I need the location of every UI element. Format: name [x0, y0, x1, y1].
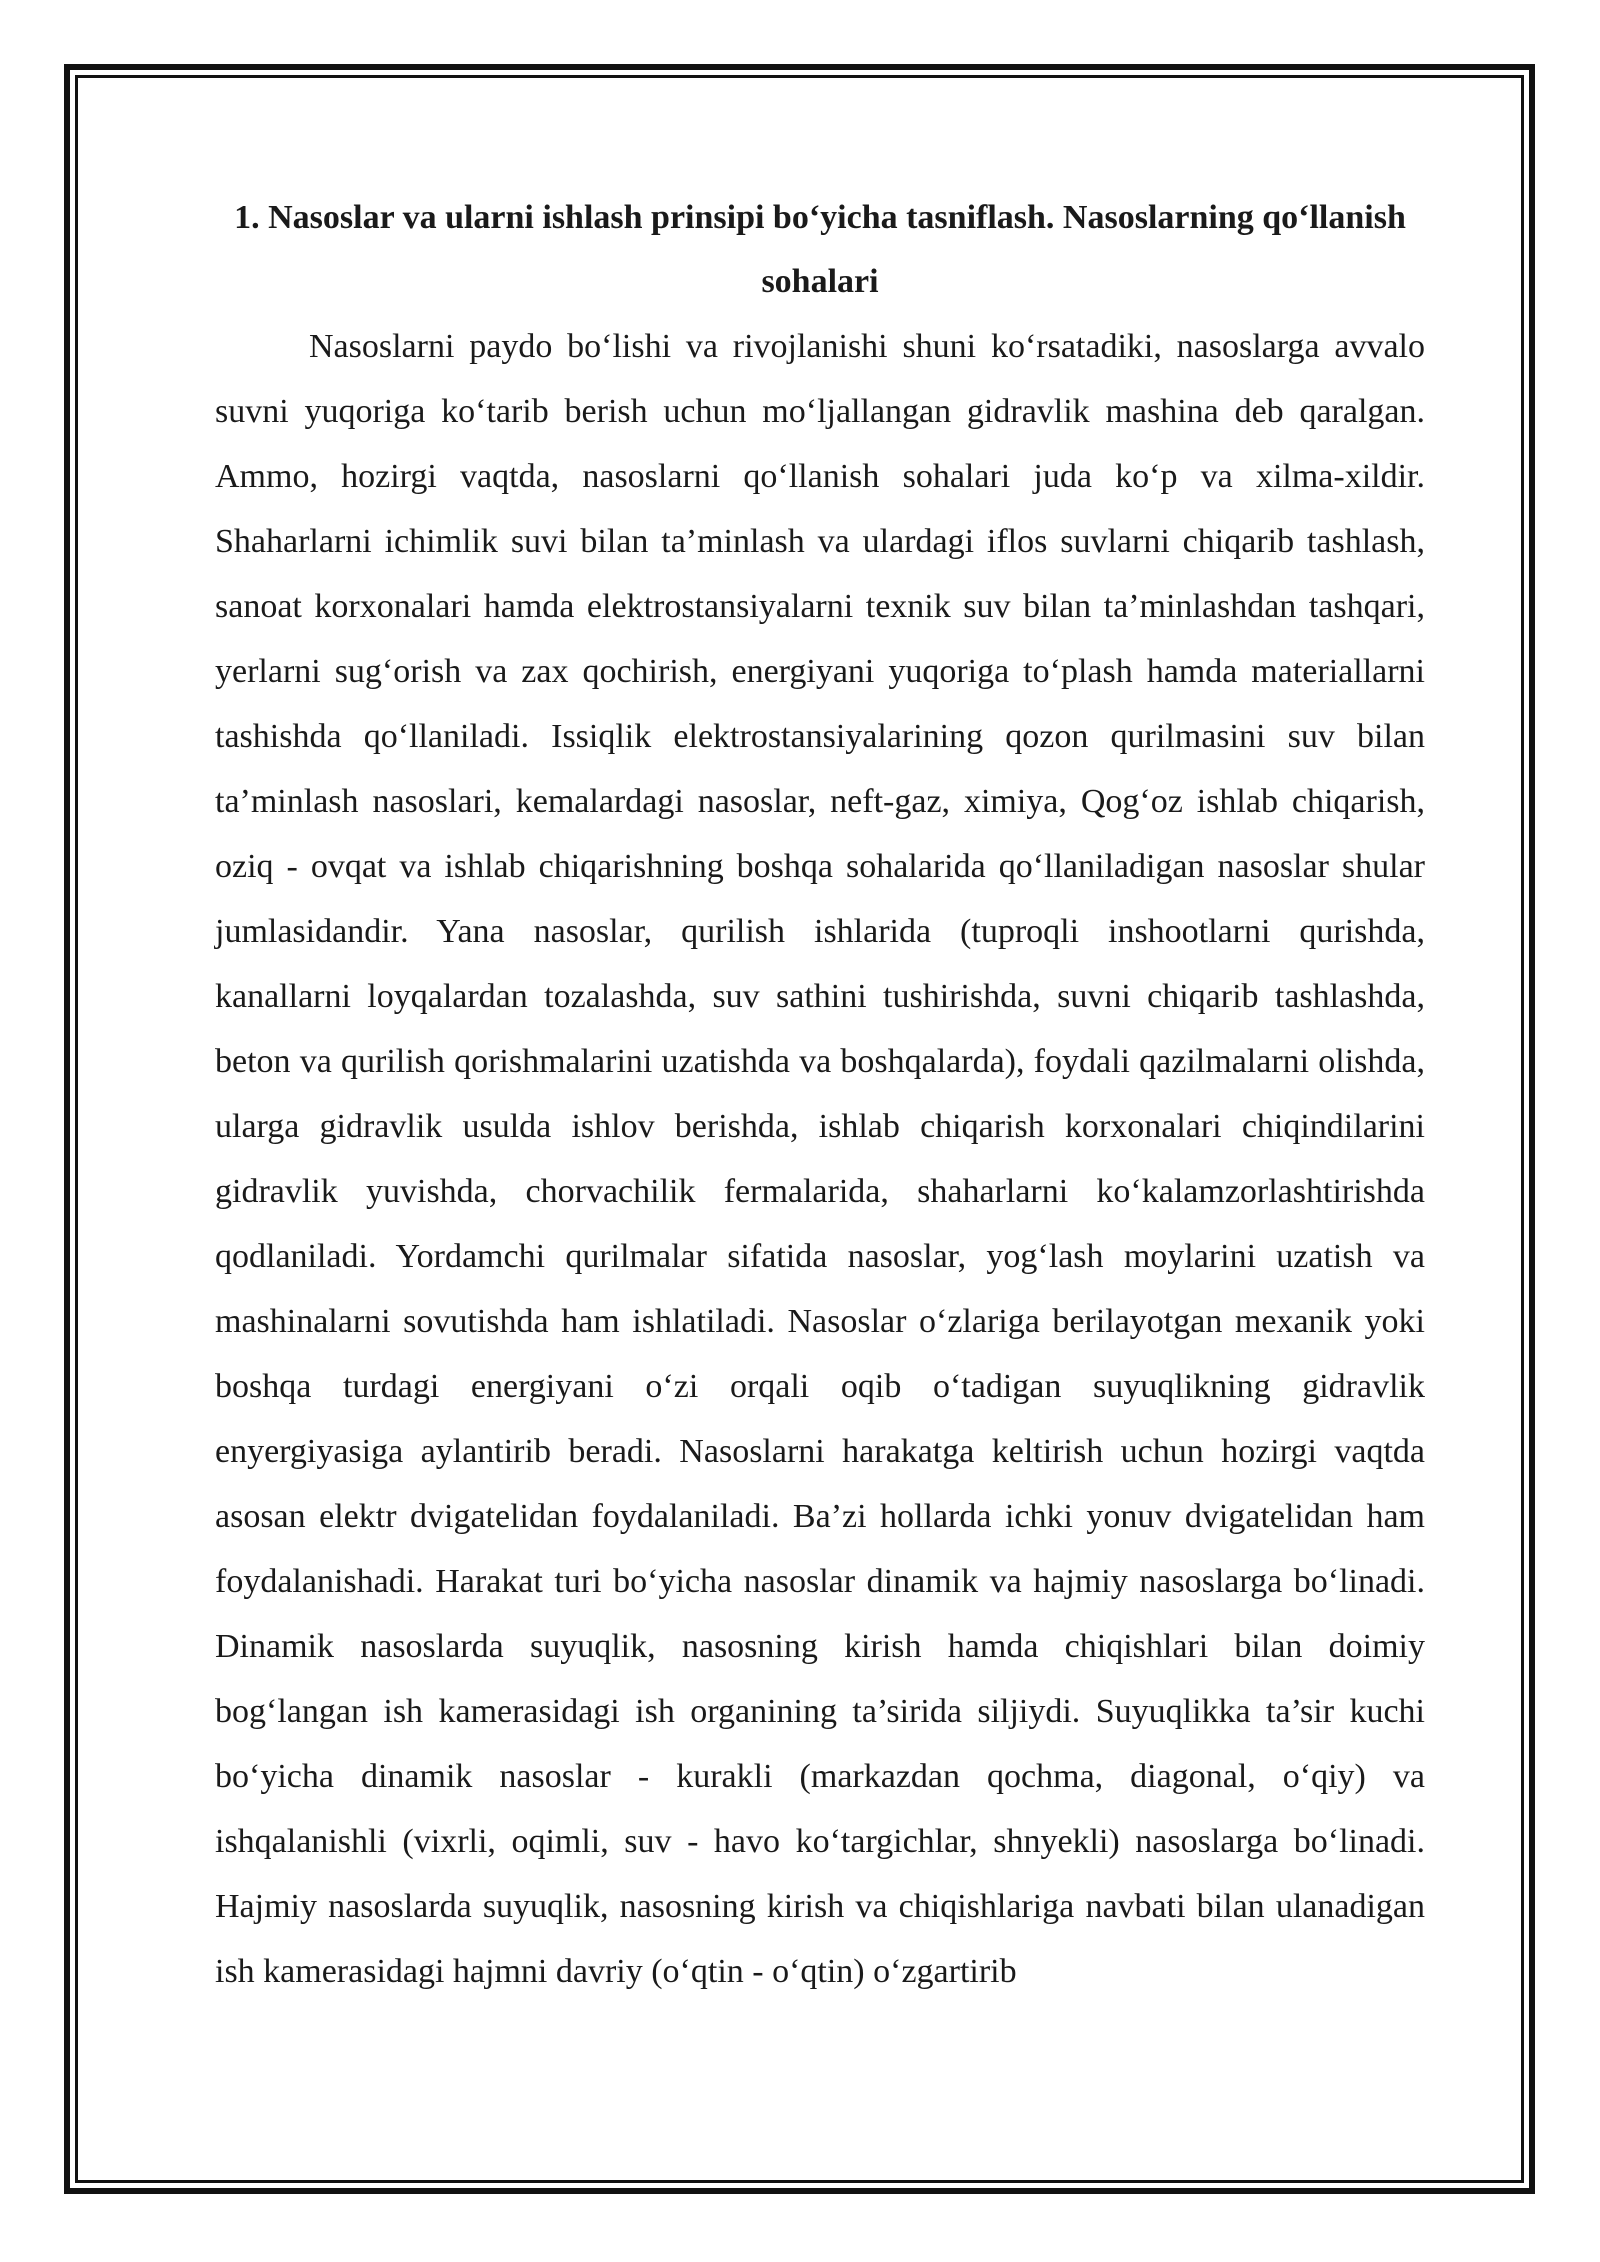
page-content: [215, 186, 1425, 2004]
document-title: 1. Nasoslar va ularni ishlash prinsipi bo‘yicha tasniflash. Nasoslarning qo‘llanish sohalari: [234, 199, 1406, 300]
body-paragraph: Nasoslarni paydo bo‘lishi va rivojlanishi shuni ko‘rsatadiki, nasoslarga avvalo suvni yuqoriga ko‘tarib berish uchun mo‘ljallangan gidravlik mashina deb qaralgan. Ammo, hozirgi vaqtda, nasoslarni qo‘llanish sohalari juda ko‘p va xilma-xildir. Shaharlarni ichimlik suvi bilan ta’minlash va ulardagi iflos suvlarni chiqarib tashlash, sanoat korxonalari hamda elektrostansiyalarni texnik suv bilan ta’minlashdan tashqari, yerlarni sug‘orish va zax qochirish, energiyani yuqoriga to‘plash hamda materiallarni tashishda qo‘llaniladi. Issiqlik elektrostansiyalarining qozon qurilmasini suv bilan ta’minlash nasoslari, kemalardagi nasoslar, neft-gaz, ximiya, Qog‘oz ishlab chiqarish, oziq - ovqat va ishlab chiqarishning boshqa sohalarida qo‘llaniladigan nasoslar shular jumlasidandir. Yana nasoslar, qurilish ishlarida (tuproqli inshootlarni qurishda, kanallarni loyqalardan tozalashda, suv sathini tushirishda, suvni chiqarib tashlashda, beton va qurilish qorishmalarini uzatishda va boshqalarda), foydali qazilmalarni olishda, ularga gidravlik usulda ishlov berishda, ishlab chiqarish korxonalari chiqindilarini gidravlik yuvishda, chorvachilik fermalarida, shaharlarni ko‘kalamzorlashtirishda qodlaniladi. Yordamchi qurilmalar sifatida nasoslar, yog‘lash moylarini uzatish va mashinalarni sovutishda ham ishlatiladi. Nasoslar o‘zlariga berilayotgan mexanik yoki boshqa turdagi energiyani o‘zi orqali oqib o‘tadigan suyuqlikning gidravlik enyergiyasiga aylantirib beradi. Nasoslarni harakatga keltirish uchun hozirgi vaqtda asosan elektr dvigatelidan foydalaniladi. Ba’zi hollarda ichki yonuv dvigatelidan ham foydalanishadi. Harakat turi bo‘yicha nasoslar dinamik va hajmiy nasoslarga bo‘linadi. Dinamik nasoslarda suyuqlik, nasosning kirish hamda chiqishlari bilan doimiy bog‘langan ish kamerasidagi ish organining ta’sirida siljiydi. Suyuqlikka ta’sir kuchi bo‘yicha dinamik nasoslar - kurakli (markazdan qochma, diagonal, o‘qiy) va ishqalanishli (vixrli, oqimli, suv - havo ko‘targichlar, shnyekli) nasoslarga bo‘linadi. Hajmiy nasoslarda suyuqlik, nasosning kirish va chiqishlariga navbati bilan ulanadigan ish kamerasidagi hajmni davriy (o‘qtin - o‘qtin) o‘zgartirib: [215, 328, 1425, 1990]
